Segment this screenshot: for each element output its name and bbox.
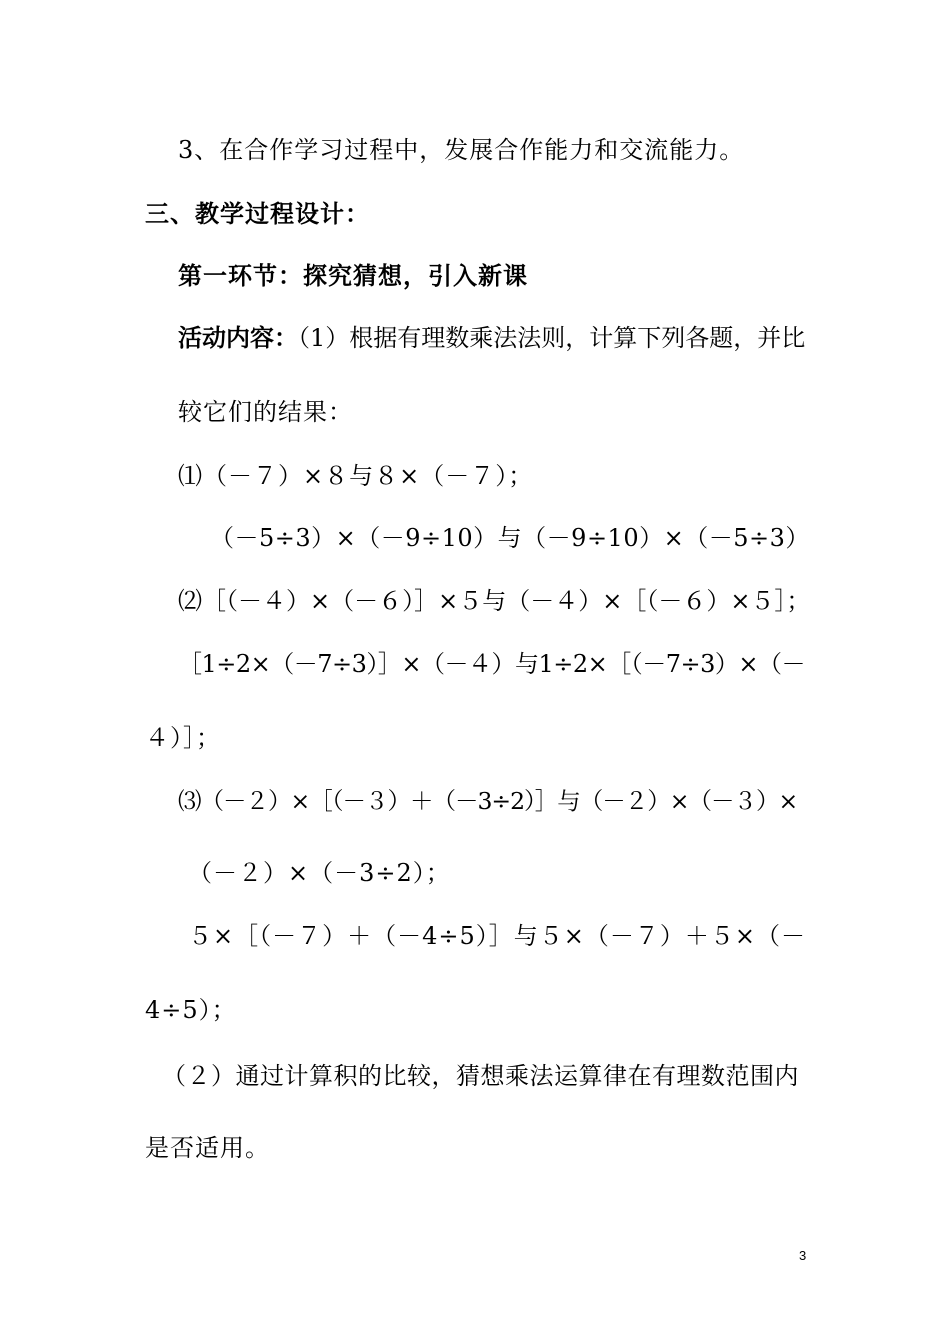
- goal-3-text: 3、在合作学习过程中，发展合作能力和交流能力。: [178, 136, 745, 164]
- exercise-3c: ５×［（－７）＋（－4÷5）］与５×（－７）＋５×（－: [188, 922, 806, 950]
- exercise-3d: 4÷5）；: [145, 996, 237, 1024]
- question-2-line-2: 是否适用。: [145, 1134, 270, 1162]
- exercise-1b: （－5÷3）×（－9÷10）与（－9÷10）×（－5÷3）: [210, 524, 810, 552]
- step-heading: 第一环节：探究猜想，引入新课: [178, 262, 528, 290]
- exercise-2c: ４）］；: [145, 724, 221, 752]
- exercise-1a: ⑴（－７）×８与８×（－７）；: [178, 462, 534, 490]
- activity-line-1: [178, 322, 805, 354]
- exercise-2b: ［1÷2×（－7÷3）］×（－４）与1÷2×［（－7÷3）×（－: [178, 650, 806, 678]
- activity-label: 活动内容：: [178, 324, 298, 352]
- section-heading: 三、教学过程设计：: [145, 200, 370, 228]
- question-2-line-1: （２）通过计算积的比较，猜想乘法运算律在有理数范围内: [162, 1062, 799, 1090]
- exercise-3b: （－２）×（－3÷2）；: [188, 859, 451, 887]
- exercise-2a: ⑵［（－４）×（－６）］×５与（－４）×［（－６）×５］；: [178, 587, 811, 615]
- activity-line-2: 较它们的结果：: [178, 398, 353, 426]
- exercise-3a: ⑶（－２）×［（－３）＋（－3÷2）］与（－２）×（－３）×: [178, 787, 798, 815]
- activity-text: （1）根据有理数乘法法则，计算下列各题，并比: [298, 324, 806, 352]
- page-number: 3: [799, 1248, 807, 1263]
